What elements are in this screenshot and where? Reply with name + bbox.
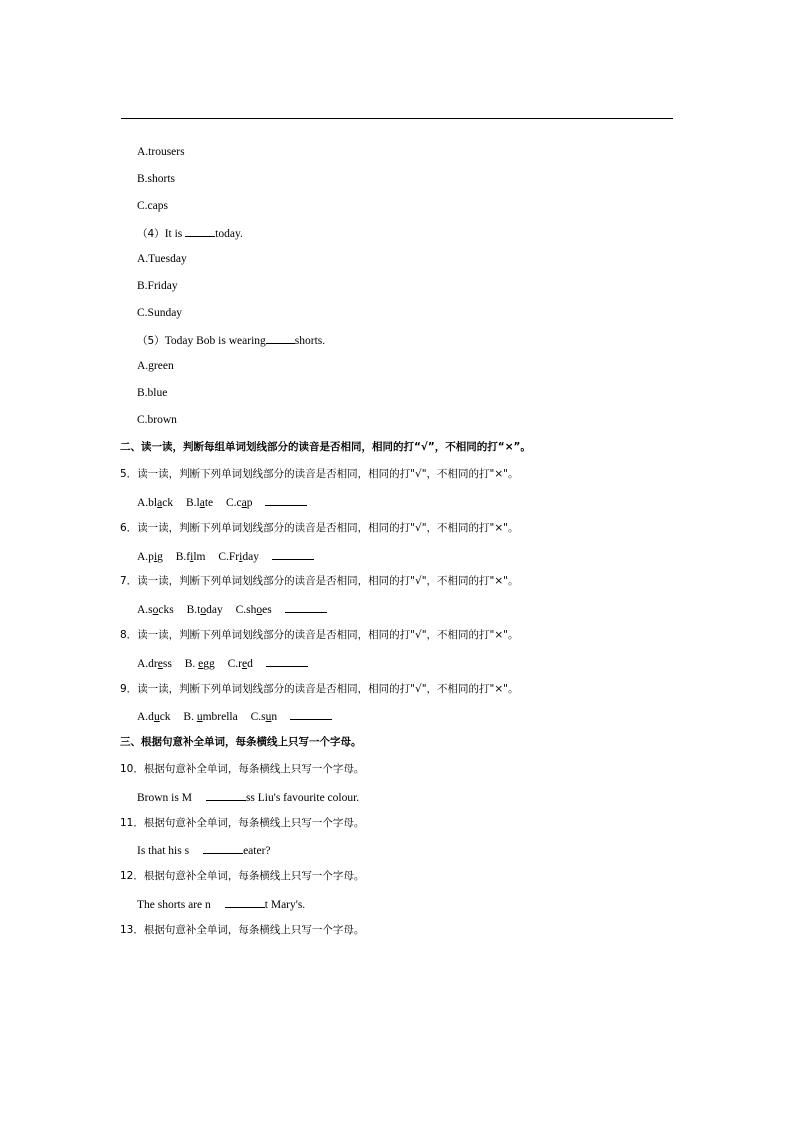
fill-11-sentence: Is that his s eater? (137, 842, 271, 858)
fill-13-instruction: 13．根据句意补全单词，每条横线上只写一个字母。 (120, 924, 365, 936)
question-5-blank[interactable] (266, 332, 295, 344)
phonics-7-answer-blank[interactable] (285, 601, 327, 613)
question-5-before: Today Bob is wearing (164, 335, 266, 347)
question-5 (137, 332, 325, 348)
question-4 (137, 225, 243, 241)
q5-option-b: B.blue (137, 387, 168, 399)
fill-10-instruction: 10．根据句意补全单词，每条横线上只写一个字母。 (120, 763, 365, 775)
fill-12-blank[interactable] (225, 896, 265, 908)
fill-12-sentence: The shorts are n t Mary's. (137, 896, 305, 912)
phonics-8-words: A.dress B. egg C.red (137, 655, 308, 671)
section-3-title: 三、根据句意补全单词，每条横线上只写一个字母。 (120, 736, 362, 748)
fill-10-sentence: Brown is M ss Liu's favourite colour. (137, 789, 359, 805)
phonics-9-answer-blank[interactable] (290, 708, 332, 720)
question-4-number: （4） (137, 228, 165, 240)
q4-option-b: B.Friday (137, 280, 178, 292)
phonics-8-answer-blank[interactable] (266, 655, 308, 667)
phonics-6-answer-blank[interactable] (272, 548, 314, 560)
question-5-after: shorts. (294, 335, 326, 347)
phonics-9-words: A.duck B. umbrella C.sun (137, 708, 332, 724)
question-4-before: It is (164, 228, 186, 240)
fill-12-instruction: 12．根据句意补全单词，每条横线上只写一个字母。 (120, 870, 365, 882)
phonics-8-instruction: 8．读一读，判断下列单词划线部分的读音是否相同，相同的打"√"，不相同的打"×"。 (120, 629, 519, 641)
fill-11-blank[interactable] (203, 842, 243, 854)
question-4-blank[interactable] (185, 225, 215, 237)
q3-option-a: A.trousers (137, 146, 185, 158)
phonics-9-instruction: 9．读一读，判断下列单词划线部分的读音是否相同，相同的打"√"，不相同的打"×"。 (120, 683, 519, 695)
phonics-5-words: A.black B.late C.cap (137, 494, 307, 510)
section-2-title: 二、读一读，判断每组单词划线部分的读音是否相同，相同的打“√”，不相同的打“×”。 (120, 441, 531, 453)
q3-option-b: B.shorts (137, 173, 176, 185)
phonics-6-instruction: 6．读一读，判断下列单词划线部分的读音是否相同，相同的打"√"，不相同的打"×"。 (120, 522, 519, 534)
q5-option-a: A.green (137, 360, 174, 372)
phonics-5-answer-blank[interactable] (265, 494, 307, 506)
fill-11-instruction: 11．根据句意补全单词，每条横线上只写一个字母。 (120, 817, 365, 829)
q4-option-a: A.Tuesday (137, 253, 187, 265)
phonics-7-words: A.socks B.today C.shoes (137, 601, 327, 617)
q3-option-c: C.caps (137, 200, 168, 212)
q4-option-c: C.Sunday (137, 307, 183, 319)
phonics-5-instruction: 5．读一读，判断下列单词划线部分的读音是否相同，相同的打"√"，不相同的打"×"。 (120, 468, 519, 480)
q5-option-c: C.brown (137, 414, 177, 426)
question-4-after: today. (215, 228, 243, 240)
phonics-6-words: A.pig B.film C.Friday (137, 548, 314, 564)
question-5-number: （5） (137, 335, 165, 347)
phonics-7-instruction: 7．读一读，判断下列单词划线部分的读音是否相同，相同的打"√"，不相同的打"×"。 (120, 575, 519, 587)
header-rule (121, 118, 673, 119)
fill-10-blank[interactable] (206, 789, 246, 801)
